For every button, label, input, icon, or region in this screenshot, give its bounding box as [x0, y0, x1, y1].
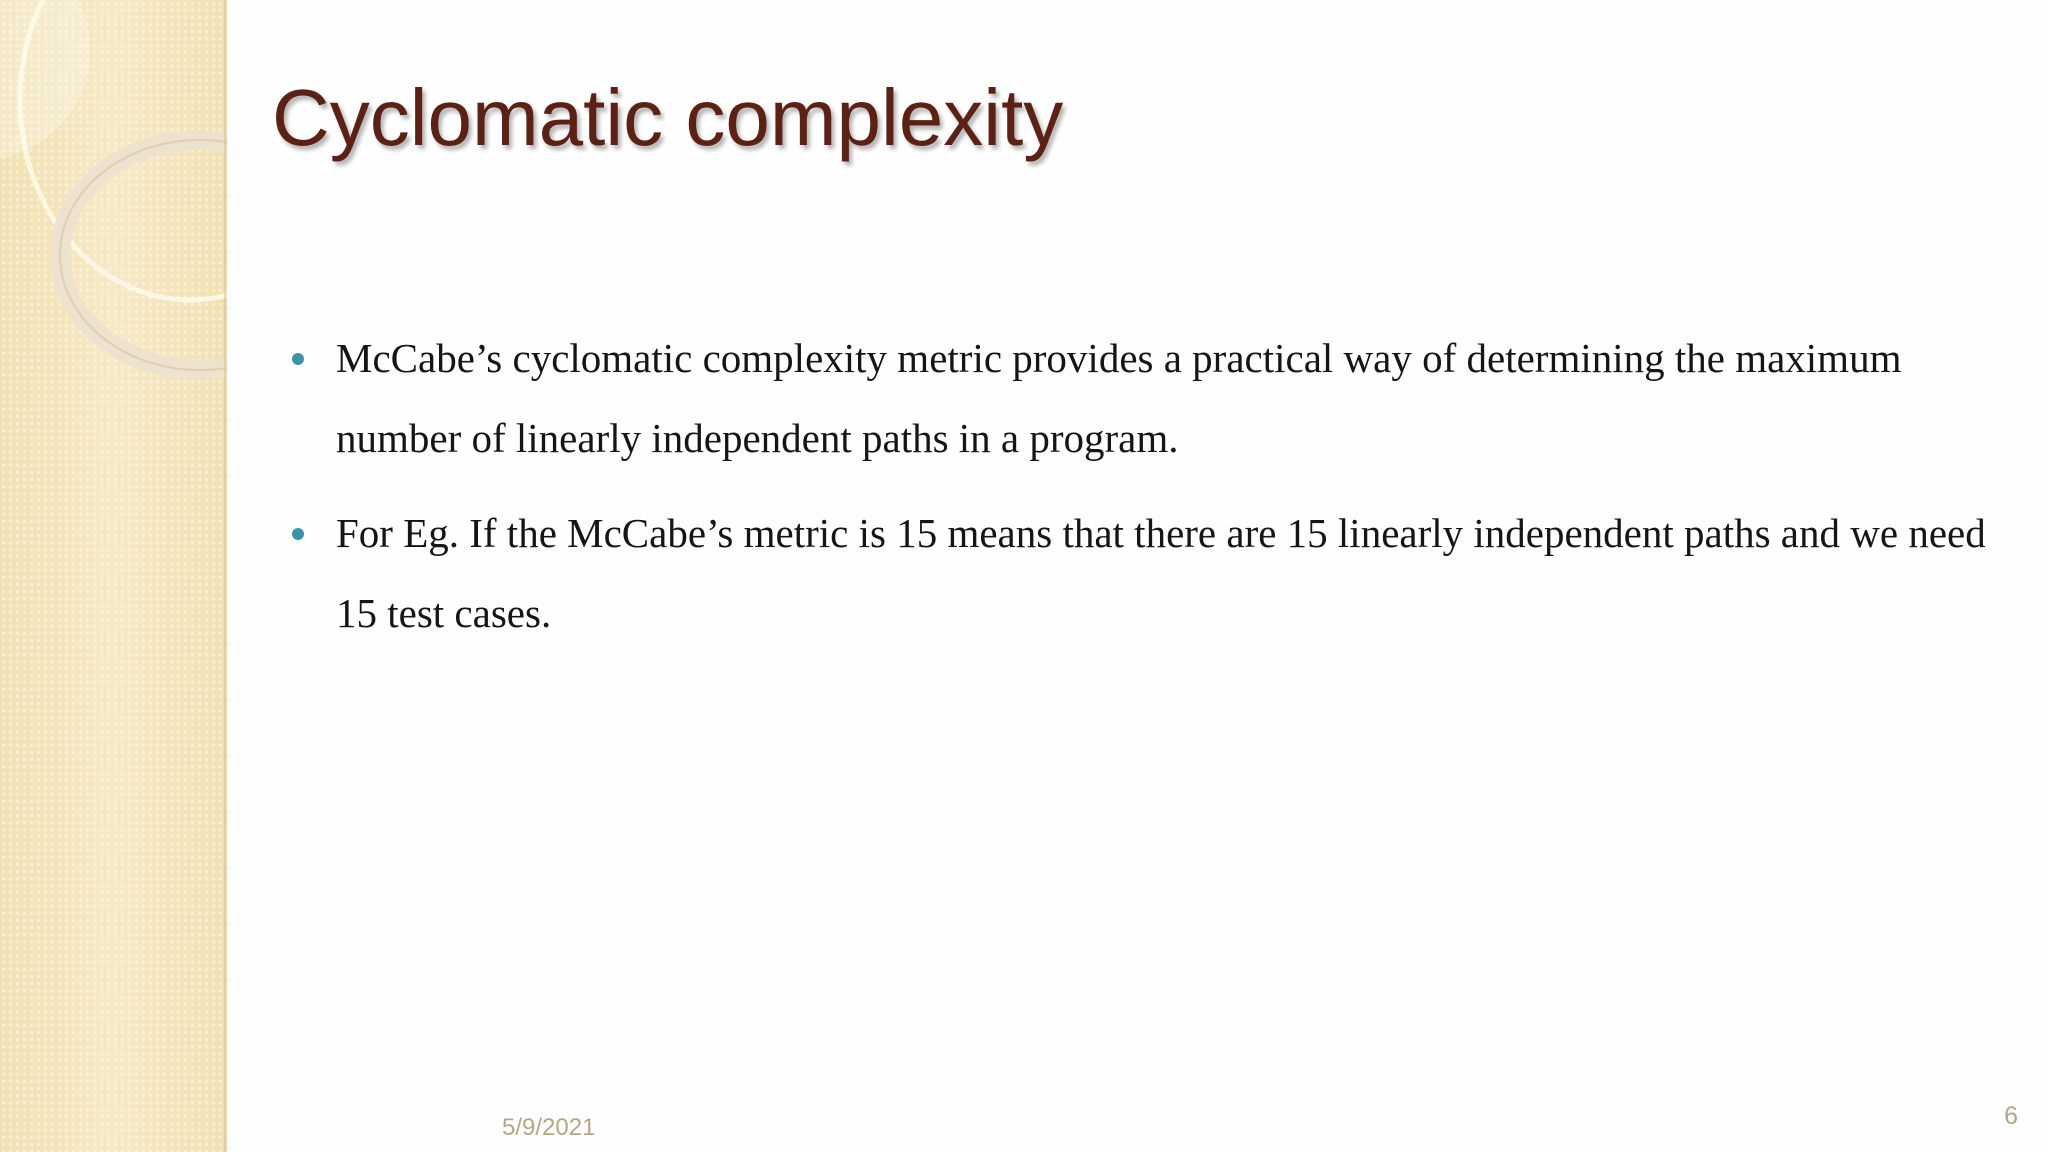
bullet-marker-icon [292, 528, 304, 540]
slide-number: 6 [2004, 1102, 2018, 1130]
bullet-text: For Eg. If the McCabe’s metric is 15 means that there are 15 linearly independent paths and we need 15 test cases. [336, 510, 1986, 636]
decorative-side-panel [0, 0, 227, 1152]
bullet-item [290, 493, 1990, 653]
decorative-rings [0, 0, 227, 420]
bullet-item [290, 318, 1990, 478]
bullet-text: McCabe’s cyclomatic complexity metric provides a practical way of determining the maximum number of linearly independent paths in a program. [336, 335, 1902, 461]
bullet-marker-icon [292, 353, 304, 365]
side-panel-edge [224, 0, 228, 1152]
bullet-list [290, 318, 1990, 668]
slide-title: Cyclomatic complexity [272, 73, 1064, 162]
footer-date: 5/9/2021 [502, 1114, 596, 1141]
